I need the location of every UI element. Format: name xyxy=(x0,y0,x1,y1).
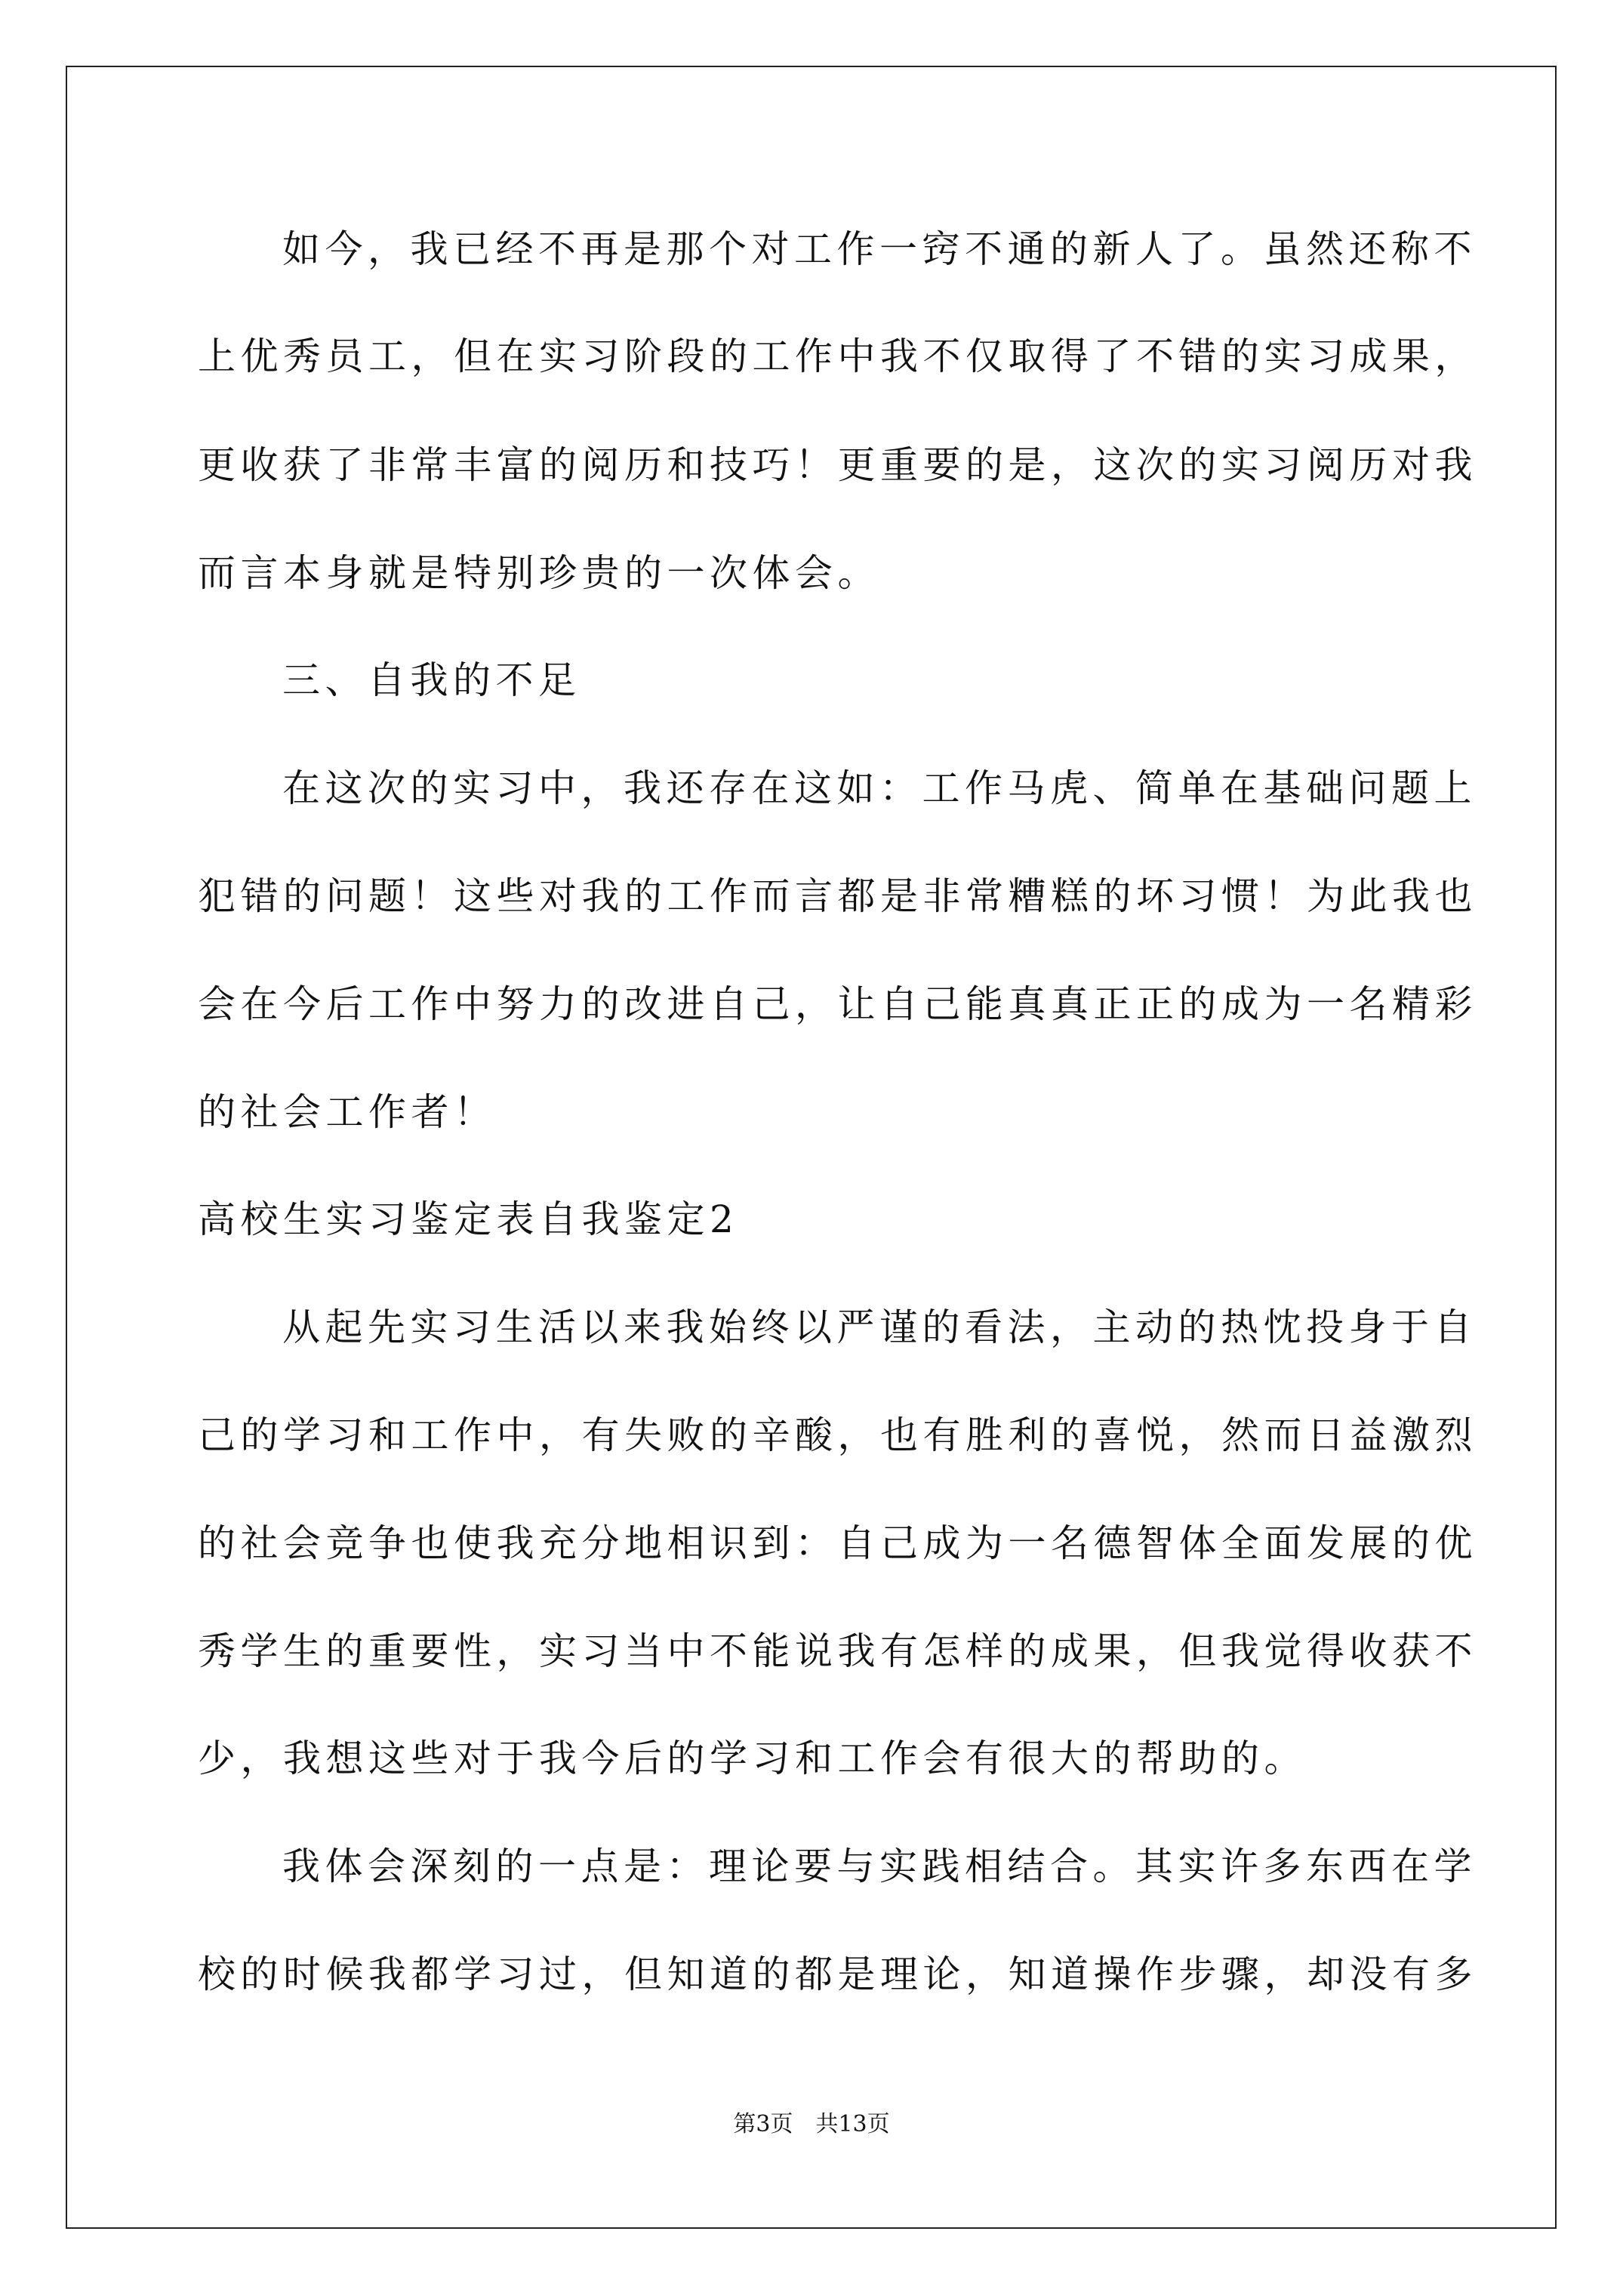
paragraph-line: 在这次的实习中，我还存在这如：工作马虎、简单在基础问题上 xyxy=(282,766,1477,810)
document-title: 高校生实习鉴定表自我鉴定2 xyxy=(198,1197,739,1241)
paragraph-line: 我体会深刻的一点是：理论要与实践相结合。其实许多东西在学 xyxy=(282,1845,1477,1888)
paragraph-line: 从起先实习生活以来我始终以严谨的看法，主动的热忱投身于自 xyxy=(282,1305,1477,1349)
paragraph-line: 校的时候我都学习过，但知道的都是理论，知道操作步骤，却没有多 xyxy=(198,1952,1477,1996)
page-number: 第3页 共13页 xyxy=(733,2111,890,2137)
paragraph-line: 更收获了非常丰富的阅历和技巧！更重要的是，这次的实习阅历对我 xyxy=(198,443,1477,487)
paragraph-line: 如今，我已经不再是那个对工作一窍不通的新人了。虽然还称不 xyxy=(282,227,1477,271)
section-heading: 三、自我的不足 xyxy=(282,658,581,702)
paragraph-line: 少，我想这些对于我今后的学习和工作会有很大的帮助的。 xyxy=(198,1737,1307,1780)
paragraph-line: 的社会竞争也使我充分地相识到：自己成为一名德智体全面发展的优 xyxy=(198,1521,1477,1565)
paragraph-line: 而言本身就是特别珍贵的一次体会。 xyxy=(198,551,880,595)
paragraph-line: 秀学生的重要性，实习当中不能说我有怎样的成果，但我觉得收获不 xyxy=(198,1629,1477,1673)
paragraph-line: 犯错的问题！这些对我的工作而言都是非常糟糕的坏习惯！为此我也 xyxy=(198,874,1477,918)
paragraph-line: 上优秀员工，但在实习阶段的工作中我不仅取得了不错的实习成果， xyxy=(198,334,1477,378)
paragraph-line: 会在今后工作中努力的改进自己，让自己能真真正正的成为一名精彩 xyxy=(198,982,1477,1026)
paragraph-line: 的社会工作者！ xyxy=(198,1090,497,1134)
page-border xyxy=(66,66,1557,2229)
paragraph-line: 己的学习和工作中，有失败的辛酸，也有胜利的喜悦，然而日益激烈 xyxy=(198,1413,1477,1457)
